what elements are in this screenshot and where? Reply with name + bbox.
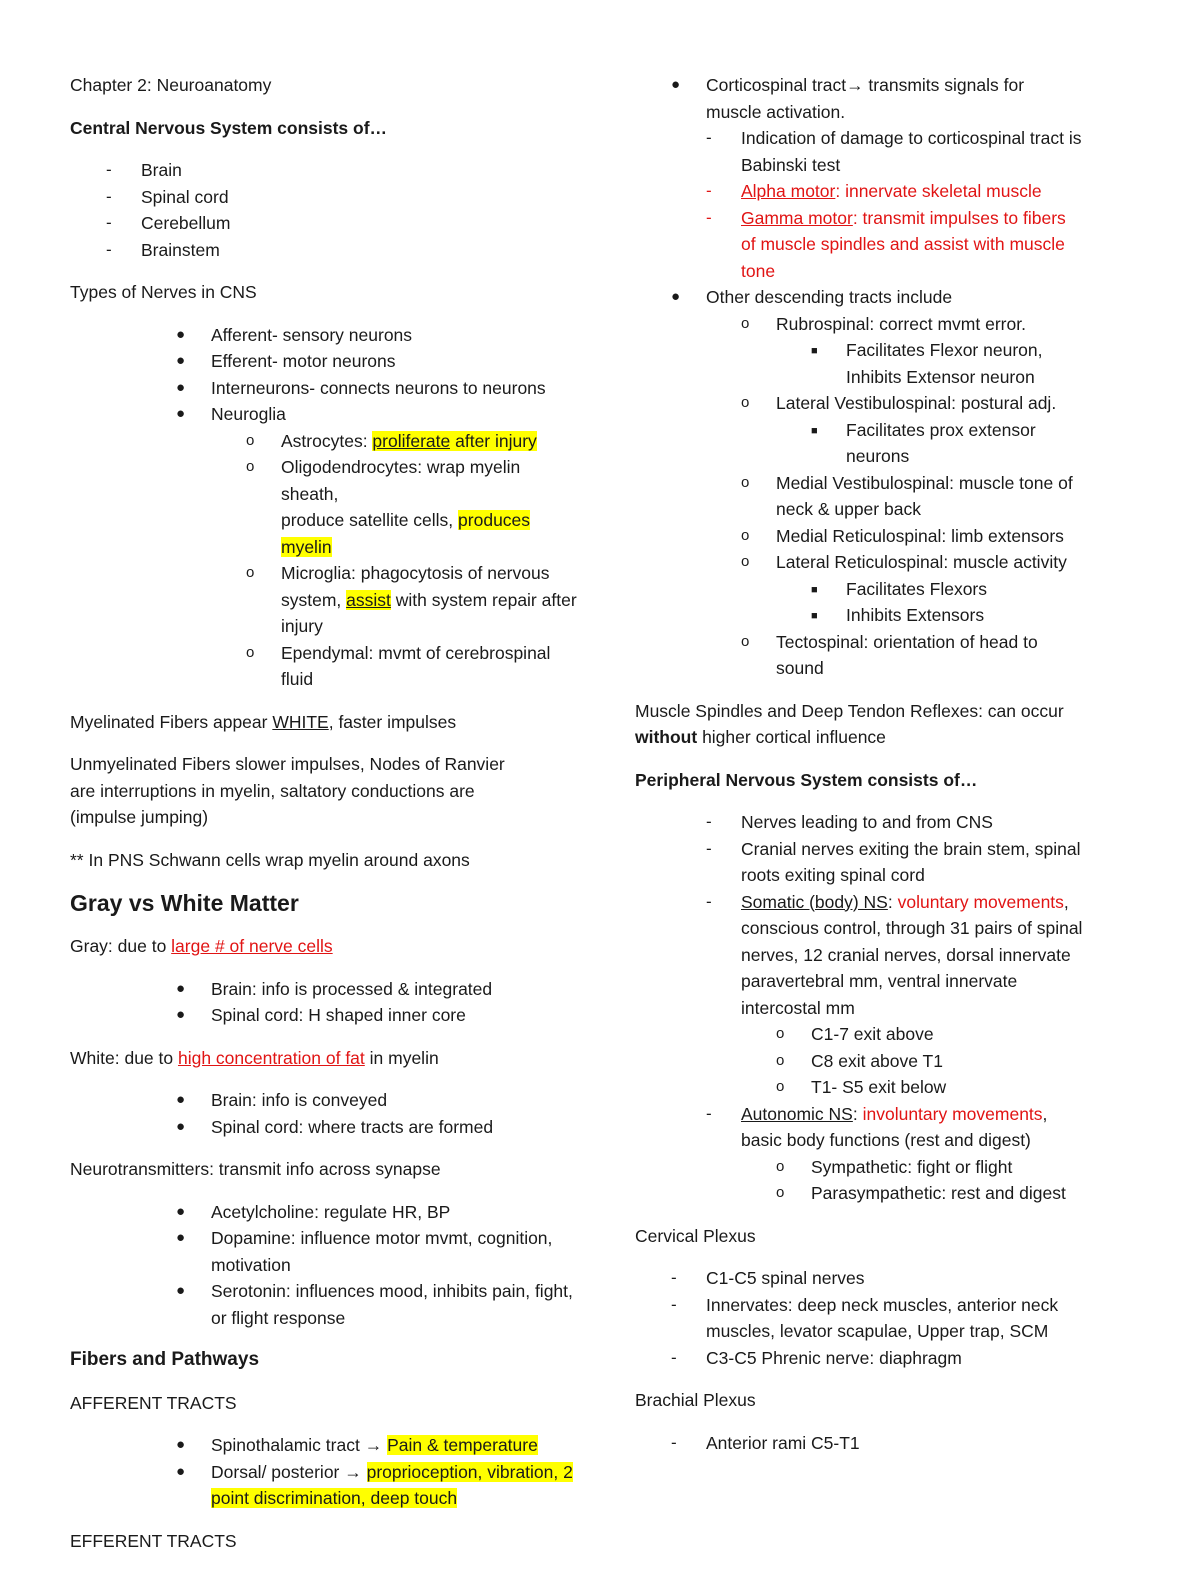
list-item: ● Dopamine: influence motor mvmt, cognition, motivation <box>70 1225 580 1278</box>
dash-icon: - <box>106 160 112 179</box>
list-item: ● Spinal cord: where tracts are formed <box>70 1114 580 1141</box>
list-item: ● Other descending tracts include <box>635 284 1155 311</box>
circle-bullet-icon: o <box>246 431 255 449</box>
list-item: o Medial Vestibulospinal: muscle tone of neck & upper back <box>635 470 1155 523</box>
circle-bullet-icon: o <box>776 1157 785 1175</box>
list-item: - Anterior rami C5-T1 <box>635 1430 1155 1457</box>
bullet-icon: ● <box>176 352 186 369</box>
white-list <box>70 1087 580 1140</box>
circle-bullet-icon: o <box>741 553 750 570</box>
list-item: ● Serotonin: influences mood, inhibits pain, fight, or flight response <box>70 1278 580 1331</box>
bullet-icon: ● <box>176 1229 186 1246</box>
dash-icon: - <box>671 1432 677 1452</box>
list-item: o Lateral Reticulospinal: muscle activity <box>635 549 1155 576</box>
list-item: o Rubrospinal: correct mvmt error. <box>635 311 1155 338</box>
list-item: o Sympathetic: fight or flight <box>635 1154 1155 1181</box>
list-item: o T1- S5 exit below <box>635 1074 1155 1101</box>
nerve-types-list <box>70 322 580 693</box>
dash-icon: - <box>671 1347 677 1367</box>
brachial-list <box>635 1430 1155 1457</box>
dash-icon: - <box>106 186 112 206</box>
neurotransmitters-list <box>70 1199 580 1332</box>
square-bullet-icon: ■ <box>811 345 818 357</box>
list-item: ■ Facilitates Flexors <box>635 576 1155 603</box>
gray-list <box>70 976 580 1029</box>
list-item: ● Acetylcholine: regulate HR, BP <box>70 1199 580 1226</box>
pns-heading: Peripheral Nervous System consists of… <box>635 769 978 790</box>
dash-icon: - <box>706 812 712 831</box>
unmyelinated-text: Unmyelinated Fibers slower impulses, Nodes of Ranvier are interruptions in myelin, saltatory conductions are (impulse jumping) <box>70 754 505 827</box>
neurotransmitters-heading: Neurotransmitters: transmit info across synapse <box>70 1159 441 1179</box>
dash-icon: - <box>706 891 712 911</box>
bullet-icon: ● <box>671 288 681 305</box>
dash-icon: - <box>706 838 712 858</box>
circle-bullet-icon: o <box>741 314 750 332</box>
circle-bullet-icon: o <box>246 458 255 475</box>
circle-bullet-icon: o <box>246 564 255 581</box>
bullet-icon: ● <box>176 1436 186 1453</box>
cns-heading: Central Nervous System consists of… <box>70 117 388 138</box>
list-item: o C8 exit above T1 <box>635 1048 1155 1075</box>
list-item: o Ependymal: mvmt of cerebrospinal fluid <box>70 640 580 693</box>
highlight: point discrimination, deep touch <box>211 1488 458 1508</box>
list-item: ■ Inhibits Extensors <box>635 602 1155 629</box>
list-item: o Lateral Vestibulospinal: postural adj. <box>635 390 1155 417</box>
list-item: ● Brain: info is processed & integrated <box>70 976 580 1003</box>
brachial-heading: Brachial Plexus <box>635 1390 756 1410</box>
left-column <box>70 72 580 1570</box>
gray-white-heading: Gray vs White Matter <box>70 890 299 916</box>
list-item: ● Corticospinal tract→ transmits signals for muscle activation. <box>635 72 1155 125</box>
square-bullet-icon: ■ <box>811 610 818 622</box>
dash-icon: - <box>106 239 112 259</box>
afferent-heading: AFFERENT TRACTS <box>70 1392 237 1413</box>
gray-text: Gray: due to large # of nerve cells <box>70 936 333 956</box>
list-item: - Cranial nerves exiting the brain stem, spinal roots exiting spinal cord <box>635 836 1155 889</box>
highlight: produces myelin <box>281 510 531 557</box>
circle-bullet-icon: o <box>741 526 750 544</box>
circle-bullet-icon: o <box>741 632 750 650</box>
dash-icon: - <box>706 1103 712 1123</box>
dash-icon: - <box>706 181 712 200</box>
list-item: - Innervates: deep neck muscles, anterior neck muscles, levator scapulae, Upper trap, SCM <box>635 1292 1155 1345</box>
bullet-icon: ● <box>176 1282 186 1299</box>
bullet-icon: ● <box>176 1091 186 1108</box>
circle-bullet-icon: o <box>776 1184 785 1201</box>
spindles-text: Muscle Spindles and Deep Tendon Reflexes: can occur without higher cortical influence <box>635 700 1064 747</box>
list-item: ● Dorsal/ posterior → proprioception, vibration, 2 point discrimination, deep touch <box>70 1459 580 1512</box>
efferent-list <box>635 72 1155 682</box>
list-item: - Somatic (body) NS: voluntary movements, conscious control, through 31 pairs of spinal nerves, 12 cranial nerves, dorsal innervate paravertebral mm, ventral innervate intercostal mm <box>635 889 1155 1022</box>
list-item: ● Efferent- motor neurons <box>70 348 580 375</box>
nerve-types-heading: Types of Nerves in CNS <box>70 282 257 302</box>
fibers-heading: Fibers and Pathways <box>70 1349 260 1370</box>
afferent-list <box>70 1432 580 1512</box>
circle-bullet-icon: o <box>776 1078 785 1095</box>
list-item: ■ Facilitates Flexor neuron, Inhibits Extensor neuron <box>811 340 1043 387</box>
list-item: o Oligodendrocytes: wrap myelin sheath, produce satellite cells, produces myelin <box>70 454 580 560</box>
list-item: ● Interneurons- connects neurons to neurons <box>70 375 580 402</box>
arrow-icon: → <box>846 75 864 95</box>
dash-icon: - <box>706 128 712 147</box>
dash-icon: - <box>106 213 112 232</box>
white-text: White: due to high concentration of fat in myelin <box>70 1047 439 1068</box>
square-bullet-icon: ■ <box>811 424 818 437</box>
chapter-title: Chapter 2: Neuroanatomy <box>70 75 272 95</box>
circle-bullet-icon: o <box>776 1025 785 1042</box>
right-column <box>635 72 1155 1472</box>
highlight: assist <box>346 589 391 610</box>
list-item: - Gamma motor: transmit impulses to fibers of muscle spindles and assist with muscle tone <box>635 205 1155 285</box>
circle-bullet-icon: o <box>776 1051 785 1069</box>
pns-note: ** In PNS Schwann cells wrap myelin around axons <box>70 849 470 870</box>
highlight: after injury <box>450 430 537 451</box>
list-item: - Brainstem <box>70 237 580 264</box>
list-item: o Microglia: phagocytosis of nervous system, assist with system repair after injury <box>70 560 580 640</box>
list-item: - Brain <box>70 157 580 184</box>
list-item: - C1-C5 spinal nerves <box>635 1265 1155 1292</box>
bullet-icon: ● <box>176 1117 186 1135</box>
list-item: o C1-7 exit above <box>635 1021 1155 1048</box>
bullet-icon: ● <box>176 979 186 997</box>
cervical-heading: Cervical Plexus <box>635 1225 756 1246</box>
highlight: Pain & temperature <box>387 1435 538 1455</box>
list-item: - Alpha motor: innervate skeletal muscle <box>635 178 1155 205</box>
bullet-icon: ● <box>671 76 681 93</box>
square-bullet-icon: ■ <box>811 583 818 596</box>
list-item: o Medial Reticulospinal: limb extensors <box>635 523 1155 550</box>
bullet-icon: ● <box>176 1202 186 1220</box>
list-item: - Cerebellum <box>70 210 580 237</box>
arrow-icon: → <box>344 1461 362 1482</box>
highlight: proprioception, vibration, 2 <box>366 1461 573 1482</box>
dash-icon: - <box>671 1294 677 1314</box>
cervical-list <box>635 1265 1155 1371</box>
list-item: o Tectospinal: orientation of head to sound <box>635 629 1155 682</box>
list-item: o Parasympathetic: rest and digest <box>635 1180 1155 1207</box>
list-item: - Nerves leading to and from CNS <box>635 809 1155 836</box>
circle-bullet-icon: o <box>741 394 750 411</box>
circle-bullet-icon: o <box>741 473 750 491</box>
bullet-icon: ● <box>176 325 186 343</box>
arrow-icon: → <box>364 1435 383 1455</box>
highlight: proliferate <box>372 430 451 451</box>
efferent-heading: EFFERENT TRACTS <box>70 1530 237 1551</box>
list-item: ■ Facilitates prox extensor neurons <box>811 419 1036 466</box>
list-item: - Indication of damage to corticospinal tract is Babinski test <box>635 125 1155 178</box>
list-item: ● Afferent- sensory neurons <box>70 322 580 349</box>
dash-icon: - <box>671 1268 677 1287</box>
list-item: - Spinal cord <box>70 184 580 211</box>
list-item: ● Neuroglia <box>70 401 580 428</box>
list-item: ● Spinothalamic tract → Pain & temperature <box>70 1432 580 1459</box>
bullet-icon: ● <box>176 1006 186 1023</box>
myelinated-text: Myelinated Fibers appear WHITE, faster impulses <box>70 711 457 732</box>
bullet-icon: ● <box>176 1462 186 1480</box>
circle-bullet-icon: o <box>246 643 255 661</box>
list-item: - C3-C5 Phrenic nerve: diaphragm <box>635 1345 1155 1372</box>
cns-list <box>70 157 580 263</box>
pns-list <box>635 809 1155 1207</box>
bullet-icon: ● <box>176 378 186 396</box>
list-item: o Astrocytes: proliferate after injury <box>70 428 580 455</box>
list-item: ● Brain: info is conveyed <box>70 1087 580 1114</box>
dash-icon: - <box>706 207 712 227</box>
list-item: ● Spinal cord: H shaped inner core <box>70 1002 580 1029</box>
list-item: - Autonomic NS: involuntary movements, basic body functions (rest and digest) <box>635 1101 1155 1154</box>
bullet-icon: ● <box>176 405 186 422</box>
